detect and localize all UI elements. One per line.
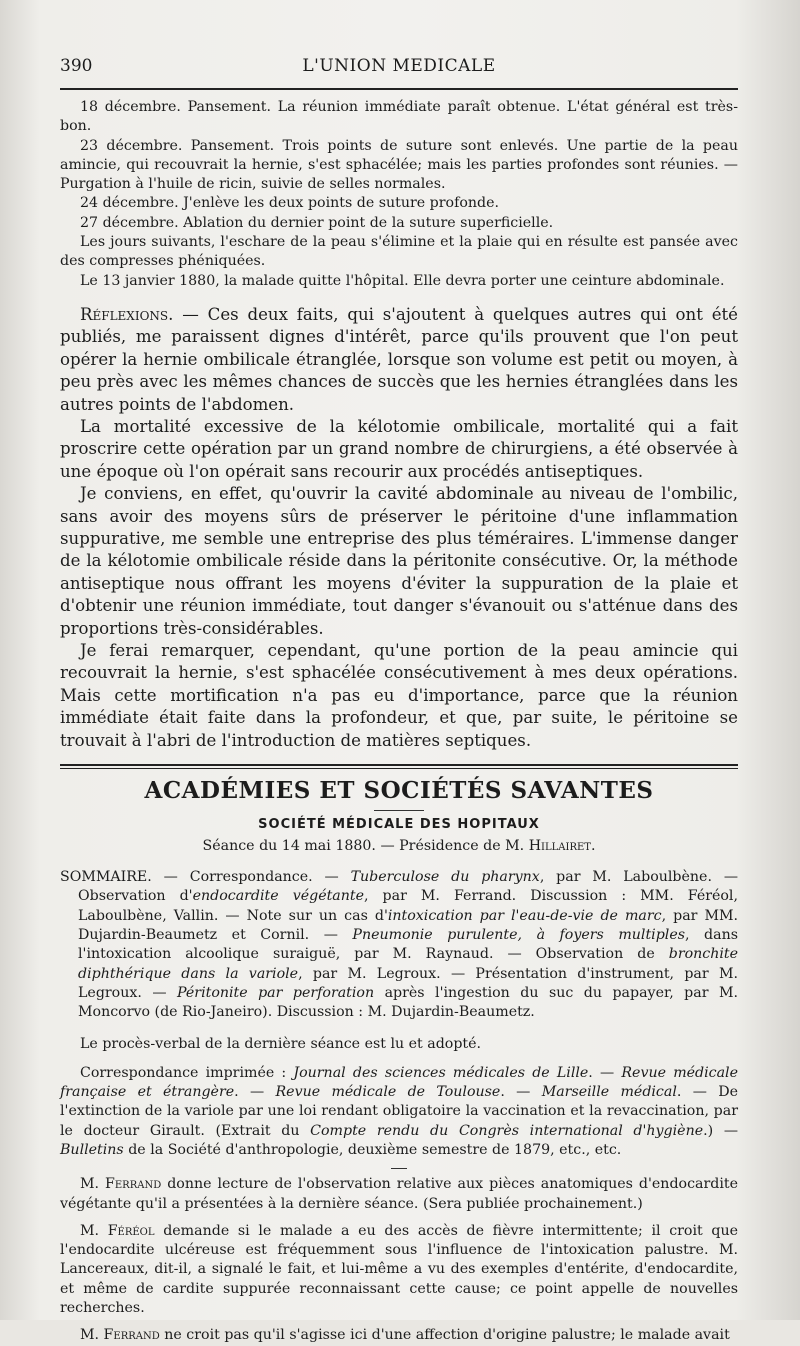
spacer [60,291,738,304]
summary-topic: Péritonite par perforation [177,984,375,1001]
spacer [60,1214,738,1222]
summary-topic: endocardite végétante [192,888,364,905]
case-note: Le 13 janvier 1880, la malade quitte l'hôpital. Elle devra porter une ceinture abdominale. [80,272,725,289]
speaker-name: M. Ferrand [80,1176,162,1193]
journal-name: Journal des sciences médicales de Lille [293,1064,589,1081]
reflexions-paragraph: Je conviens, en effet, qu'ouvrir la cavité abdominale au niveau de l'ombilic, sans avoir des moyens sûrs de préserver le péritoine d'une inflammation suppurative, me semble une entreprise des plus téméraires. L'immense danger de la kélotomie ombilicale réside dans la péritonite consécutive. Or, la méthode antiseptique nous offrant les moyens d'éviter la suppuration de la plaie et d'obtenir une réunion immédiate, tout danger s'évanouit ou s'atténue dans des proportions très-considérables. [60,484,738,638]
journal-name: Revue médicale de Toulouse [275,1084,501,1101]
reflexions-section [60,304,738,752]
ferrand-paragraph-2 [60,1326,738,1345]
journal-title: L'UNION MEDICALE [302,56,496,76]
summary-part: après l'ingestion du suc du papayer, par M. Moncorvo (de Rio-Janeiro). Discussion : M. Dujardin-Beaumetz. [78,984,738,1021]
summary-topic: Tuberculose du pharynx [350,869,540,886]
header-rule [60,88,738,90]
ferrand-paragraph [60,1175,738,1214]
summary-part: , par M. Legroux. — Présentation d'instrument, par M. Legroux. — [78,965,738,1001]
section-divider [60,764,738,769]
correspondence-part: Correspondance imprimée : [80,1064,294,1081]
title-rule [374,810,424,811]
page-number: 390 [60,56,93,76]
case-note: 27 décembre. Ablation du dernier point de la suture superficielle. [80,214,554,231]
case-note: Les jours suivants, l'eschare de la peau s'élimine et la plaie qui en résulte est pansée avec des compresses phéniquées. [60,234,738,270]
journal-name: Compte rendu du Congrès international d'hygiène [310,1122,704,1139]
reflexions-paragraph: La mortalité excessive de la kélotomie ombilicale, mortalité qui a fait proscrire cette opération par un grand nombre de chirurgiens, a été observée à une époque où l'on opérait sans recourir aux procédés antiseptiques. [60,417,738,481]
reflexions-label: Réflexions. [80,304,174,324]
running-head [60,52,738,82]
summary-topic: Pneumonie purulente, à foyers multiples [352,926,685,943]
summary-part: , par MM. Dujardin-Beaumetz et Cornil. — [78,907,739,943]
speech-text: donne lecture de l'observation relative aux pièces anatomiques d'endocardite végétante qu'il a présentées à la dernière séance. (Sera publiée prochainement.) [60,1176,738,1212]
spacer [60,1055,738,1064]
session-line [60,838,738,854]
case-note: 24 décembre. J'enlève les deux points de suture profonde. [80,195,499,212]
page-content [60,52,738,1346]
session-president: Hillairet. [528,838,596,855]
summary-part: , par M. Laboulbène. — Observation d' [78,869,739,905]
speaker-name: M. Féréol [80,1222,155,1239]
case-note: 18 décembre. Pansement. La réunion immédiate paraît obtenue. L'état général est très-bon. [60,99,738,135]
reflexions-text: — Ces deux faits, qui s'ajoutent à quelques autres qui ont été publiés, me paraissent dignes d'intérêt, parce qu'ils prouvent que l'on peut opérer la hernie ombilicale étranglée, lorsque son volume est petit ou moyen, à peu près avec les mêmes chances de succès que les hernies étranglées dans les autres points de l'abdomen. [60,304,739,414]
session-date: Séance du 14 mai 1880. — Présidence de M. [202,838,529,855]
summary-topic: bronchite diphthérique dans la variole [78,946,738,982]
summary-part: , dans l'intoxication alcoolique suraiguë, par M. Raynaud. — Observation de [78,926,738,963]
speech-text: demande si le malade a eu des accès de fièvre intermittente; il croit que l'endocardite ulcéreuse est fréquemment sous l'influence de l'intoxication palustre. M. Lancereaux, dit-il, a signalé le fait, et lui-même a vu des exemples d'entérite, d'endocardite, et même de cardite suppurée reconnaissant cette cause; ce point appelle de nouvelles recherches. [60,1222,738,1317]
journal-name: Marseille médical [541,1084,677,1101]
summary-text [60,868,738,1022]
paragraph-rule [391,1168,407,1169]
correspondence-part: .) — [703,1122,739,1139]
correspondence-part: . — De l'extinction de la variole par une loi rendant obligatoire la vaccination et la revaccination, par le docteur Girault. (Extrait du [60,1084,739,1139]
summary-topic: intoxication par l'eau-de-vie de marc [387,907,662,924]
speaker-name: M. Ferrand [80,1327,160,1344]
summary-part: — Correspondance. — [151,869,351,886]
speech-text: ne croit pas qu'il s'agisse ici d'une affection d'origine palustre; le malade avait [159,1327,730,1344]
summary-block [60,868,738,1022]
case-notes [60,98,738,291]
fereol-paragraph [60,1222,738,1318]
spacer [60,1022,738,1035]
correspondence-part: . — [234,1084,276,1101]
correspondence-part: . — [588,1064,622,1081]
correspondence-part: de la Société d'anthropologie, deuxième semestre de 1879, etc., etc. [123,1141,622,1158]
journal-name: Bulletins [60,1141,124,1158]
correspondence-paragraph [60,1064,738,1160]
journal-name: Revue médicale française et étrangère [60,1064,738,1101]
case-note: 23 décembre. Pansement. Trois points de suture sont enlevés. Une partie de la peau amincie, qui recouvrait la hernie, s'est sphacélée; mais les parties profondes sont réunies. — Purgation à l'huile de ricin, suivie de selles normales. [60,137,738,193]
summary-part: , par M. Ferrand. Discussion : MM. Féréol, Laboulbène, Vallin. — Note sur un cas d' [78,888,738,924]
reflexions-paragraph [60,304,738,416]
society-title: SOCIÉTÉ MÉDICALE DES HOPITAUX [258,817,540,833]
summary-label: SOMMAIRE. [60,869,152,886]
reflexions-paragraph: Je ferai remarquer, cependant, qu'une portion de la peau amincie qui recouvrait la hernie, s'est sphacélée consécutivement à mes deux opérations. Mais cette mortification n'a pas eu d'importance, parce que la réunion immédiate était faite dans la profondeur, et que, par suite, le péritoine se trouvait à l'abri de l'introduction de matières septiques. [60,641,738,750]
minutes-paragraph: Le procès-verbal de la dernière séance est lu et adopté. [80,1036,482,1053]
section-title: ACADÉMIES ET SOCIÉTÉS SAVANTES [144,777,654,805]
correspondence-part: . — [500,1084,542,1101]
